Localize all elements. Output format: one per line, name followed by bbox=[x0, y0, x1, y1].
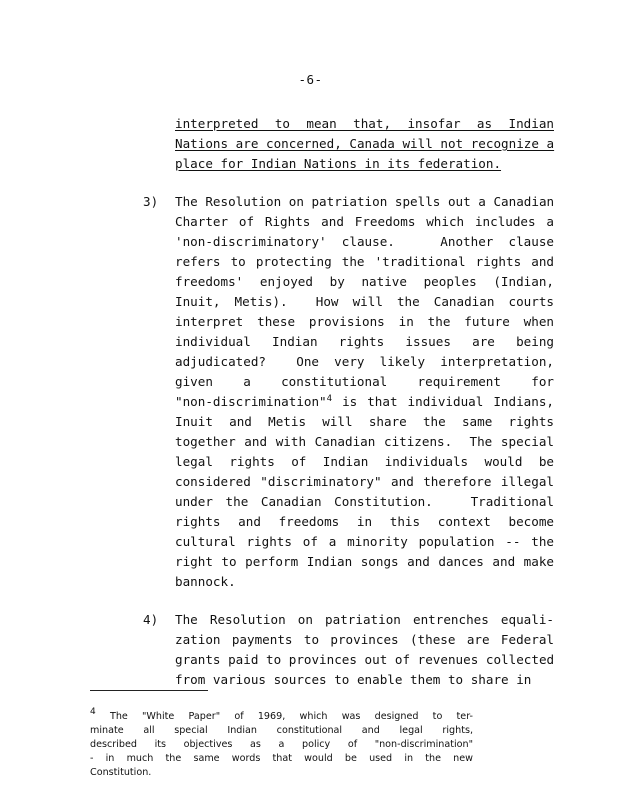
footnote-line: Constitution. bbox=[90, 767, 152, 778]
footnote-line bbox=[90, 707, 473, 724]
paragraph-line: 'non-discriminatory' clause. Another clause bbox=[175, 234, 554, 249]
paragraph-line: Charter of Rights and Freedoms which includes a bbox=[175, 214, 554, 229]
paragraph-line: The Resolution on patriation spells out a Canadian bbox=[175, 194, 555, 209]
list-item-number: 3) bbox=[143, 194, 159, 209]
paragraph-line: individual Indian rights issues are being bbox=[175, 334, 554, 349]
paragraph-line: refers to protecting the 'traditional rights and bbox=[175, 254, 554, 269]
paragraph-line-with-footnote bbox=[175, 396, 554, 410]
paragraph-line: freedoms' enjoyed by native peoples (Indian, bbox=[175, 274, 554, 289]
footnote-text: The "White Paper" of 1969, which was designed to ter- bbox=[95, 711, 473, 722]
paragraph-line: zation payments to provinces (these are Federal bbox=[175, 632, 554, 647]
paragraph-line: considered "discriminatory" and therefore illegal bbox=[175, 474, 554, 489]
paragraph-line: cultural rights of a minority population -- the bbox=[175, 534, 554, 549]
paragraph-line: Nations are concerned, Canada will not recognize a bbox=[175, 136, 555, 151]
paragraph-line: bannock. bbox=[175, 574, 236, 589]
footnote-reference[interactable]: 4 bbox=[326, 394, 333, 404]
paragraph-line: under the Canadian Constitution. Traditional bbox=[175, 494, 554, 509]
paragraph-line: place for Indian Nations in its federation. bbox=[175, 156, 502, 171]
paragraph-line: together and with Canadian citizens. The special bbox=[175, 434, 554, 449]
footnote-marker: 4 bbox=[90, 707, 96, 717]
paragraph-line: right to perform Indian songs and dances and make bbox=[175, 554, 554, 569]
paragraph-line: rights and freedoms in this context become bbox=[175, 514, 554, 529]
paragraph-line: grants paid to provinces out of revenues collected bbox=[175, 652, 555, 667]
line-text: is that individual Indians, bbox=[332, 394, 554, 409]
page-number: -6- bbox=[298, 72, 323, 87]
paragraph-line: from various sources to enable them to share in bbox=[175, 672, 532, 687]
paragraph-line: legal rights of Indian individuals would be bbox=[175, 454, 554, 469]
footnote-divider bbox=[90, 690, 208, 691]
paragraph-line: Inuit, Metis). How will the Canadian courts bbox=[175, 294, 554, 309]
paragraph-line: adjudicated? One very likely interpretation, bbox=[175, 354, 554, 369]
paragraph-line: interpret these provisions in the future when bbox=[175, 314, 554, 329]
footnote-line: - in much the same words that would be used in the new bbox=[90, 753, 473, 764]
list-item-number: 4) bbox=[143, 612, 159, 627]
paragraph-line: Inuit and Metis will share the same rights bbox=[175, 414, 554, 429]
paragraph-line: The Resolution on patriation entrenches equali- bbox=[175, 612, 554, 627]
footnote-line: described its objectives as a policy of "non-discrimination" bbox=[90, 739, 473, 750]
paragraph-line: given a constitutional requirement for bbox=[175, 374, 554, 389]
paragraph-line: interpreted to mean that, insofar as Indian bbox=[175, 116, 554, 131]
footnote-line: minate all special Indian constitutional and legal rights, bbox=[90, 725, 473, 736]
line-text: "non-discrimination" bbox=[175, 394, 327, 409]
